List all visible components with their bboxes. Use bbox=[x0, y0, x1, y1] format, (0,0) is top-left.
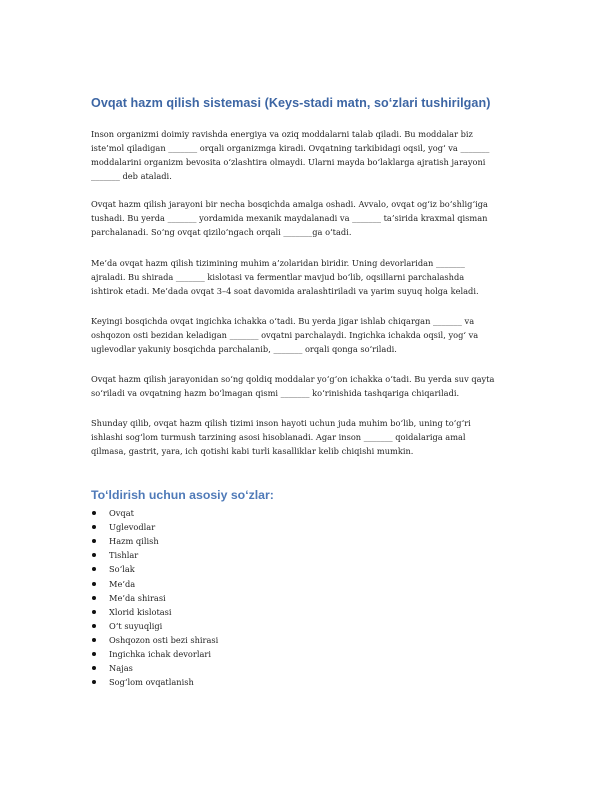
paragraph-6 bbox=[91, 416, 531, 458]
list-item bbox=[91, 576, 218, 590]
bullet-icon bbox=[92, 596, 96, 600]
document-title: Ovqat hazm qilish sistemasi (Keys-stadi matn, so‘zlari tushirilgan) bbox=[91, 96, 491, 110]
list-item bbox=[91, 520, 218, 534]
paragraph-line: uglevodlar yakuniy bosqichda parchalanib, _______ orqali qonga so‘riladi. bbox=[91, 344, 397, 354]
paragraph-line: ishlashi sog‘lom turmush tarzining asosi hisoblanadi. Agar inson _______ qoidalariga amal bbox=[91, 432, 466, 442]
list-item bbox=[91, 562, 218, 576]
bullet-icon bbox=[92, 680, 96, 684]
bullet-icon bbox=[92, 666, 96, 670]
list-item bbox=[91, 506, 218, 520]
paragraph-line: tushadi. Bu yerda _______ yordamida mexanik maydalanadi va _______ ta’sirida kraxmal qisman bbox=[91, 213, 488, 223]
paragraph-line: _______ deb ataladi. bbox=[91, 171, 172, 181]
keyword-text: Ingichka ichak devorlari bbox=[109, 648, 211, 659]
paragraph-2 bbox=[91, 197, 531, 239]
paragraph-line: iste’mol qiladigan _______ orqali organizmga kiradi. Ovqatning tarkibidagi oqsil, yog‘ va _______ bbox=[91, 143, 490, 153]
keyword-text: Xlorid kislotasi bbox=[109, 606, 172, 617]
paragraph-5 bbox=[91, 372, 531, 400]
keyword-text: Hazm qilish bbox=[109, 536, 159, 547]
bullet-icon bbox=[92, 624, 96, 628]
keyword-text: Tishlar bbox=[109, 550, 139, 561]
keyword-text: Uglevodlar bbox=[109, 522, 156, 533]
bullet-icon bbox=[92, 539, 96, 543]
keywords-list bbox=[91, 506, 218, 689]
paragraph-line: ishtirok etadi. Me’dada ovqat 3–4 soat davomida aralashtiriladi va yarim suyuq holga keladi. bbox=[91, 286, 479, 296]
bullet-icon bbox=[92, 638, 96, 642]
list-item bbox=[91, 675, 218, 689]
paragraph-line: so‘riladi va ovqatning hazm bo‘lmagan qismi _______ ko‘rinishida tashqariga chiqariladi. bbox=[91, 388, 460, 398]
paragraph-line: Keyingi bosqichda ovqat ingichka ichakka o‘tadi. Bu yerda jigar ishlab chiqargan _______ va bbox=[91, 316, 475, 326]
keywords-heading: To‘ldirish uchun asosiy so‘zlar: bbox=[91, 488, 274, 502]
paragraph-line: Ovqat hazm qilish jarayoni bir necha bosqichda amalga oshadi. Avvalo, ovqat og‘iz bo‘shlig‘iga bbox=[91, 199, 488, 209]
keyword-text: Ovqat bbox=[109, 508, 134, 519]
bullet-icon bbox=[92, 553, 96, 557]
paragraph-line: Me’da ovqat hazm qilish tizimining muhim a’zolaridan biridir. Uning devorlaridan _______ bbox=[91, 258, 465, 268]
list-item bbox=[91, 619, 218, 633]
keyword-text: Najas bbox=[109, 663, 133, 674]
keyword-text: Oshqozon osti bezi shirasi bbox=[109, 634, 219, 645]
bullet-icon bbox=[92, 582, 96, 586]
paragraph-4 bbox=[91, 314, 531, 356]
list-item bbox=[91, 661, 218, 675]
paragraph-line: qilmasa, gastrit, yara, ich qotishi kabi turli kasalliklar kelib chiqishi mumkin. bbox=[91, 446, 414, 456]
keyword-text: Sog‘lom ovqatlanish bbox=[109, 677, 194, 688]
bullet-icon bbox=[92, 567, 96, 571]
bullet-icon bbox=[92, 652, 96, 656]
paragraph-line: Ovqat hazm qilish jarayonidan so‘ng qoldiq moddalar yo‘g‘on ichakka o‘tadi. Bu yerda suv qayta bbox=[91, 374, 495, 384]
bullet-icon bbox=[92, 610, 96, 614]
list-item bbox=[91, 647, 218, 661]
keyword-text: O‘t suyuqligi bbox=[109, 620, 163, 631]
list-item bbox=[91, 591, 218, 605]
paragraph-line: oshqozon osti bezidan keladigan _______ ovqatni parchalaydi. Ingichka ichakda oqsil, yog‘ va bbox=[91, 330, 479, 340]
keyword-text: Me’da shirasi bbox=[109, 592, 166, 603]
paragraph-line: Shunday qilib, ovqat hazm qilish tizimi inson hayoti uchun juda muhim bo‘lib, uning to‘g‘ri bbox=[91, 418, 471, 428]
list-item bbox=[91, 633, 218, 647]
list-item bbox=[91, 534, 218, 548]
paragraph-line: Inson organizmi doimiy ravishda energiya va oziq moddalarni talab qiladi. Bu moddalar biz bbox=[91, 129, 473, 139]
list-item bbox=[91, 605, 218, 619]
bullet-icon bbox=[92, 525, 96, 529]
keyword-text: Me’da bbox=[109, 578, 136, 589]
paragraph-line: moddalarini organizm bevosita o‘zlashtira olmaydi. Ularni mayda bo‘laklarga ajratish jarayoni bbox=[91, 157, 486, 167]
paragraph-1 bbox=[91, 127, 531, 183]
paragraph-line: ajraladi. Bu shirada _______ kislotasi va fermentlar mavjud bo‘lib, oqsillarni parchalashda bbox=[91, 272, 465, 282]
paragraph-3 bbox=[91, 256, 531, 298]
bullet-icon bbox=[92, 511, 96, 515]
keyword-text: So‘lak bbox=[109, 564, 135, 575]
paragraph-line: parchalanadi. So‘ng ovqat qizilo‘ngach orqali _______ga o‘tadi. bbox=[91, 227, 352, 237]
list-item bbox=[91, 548, 218, 562]
